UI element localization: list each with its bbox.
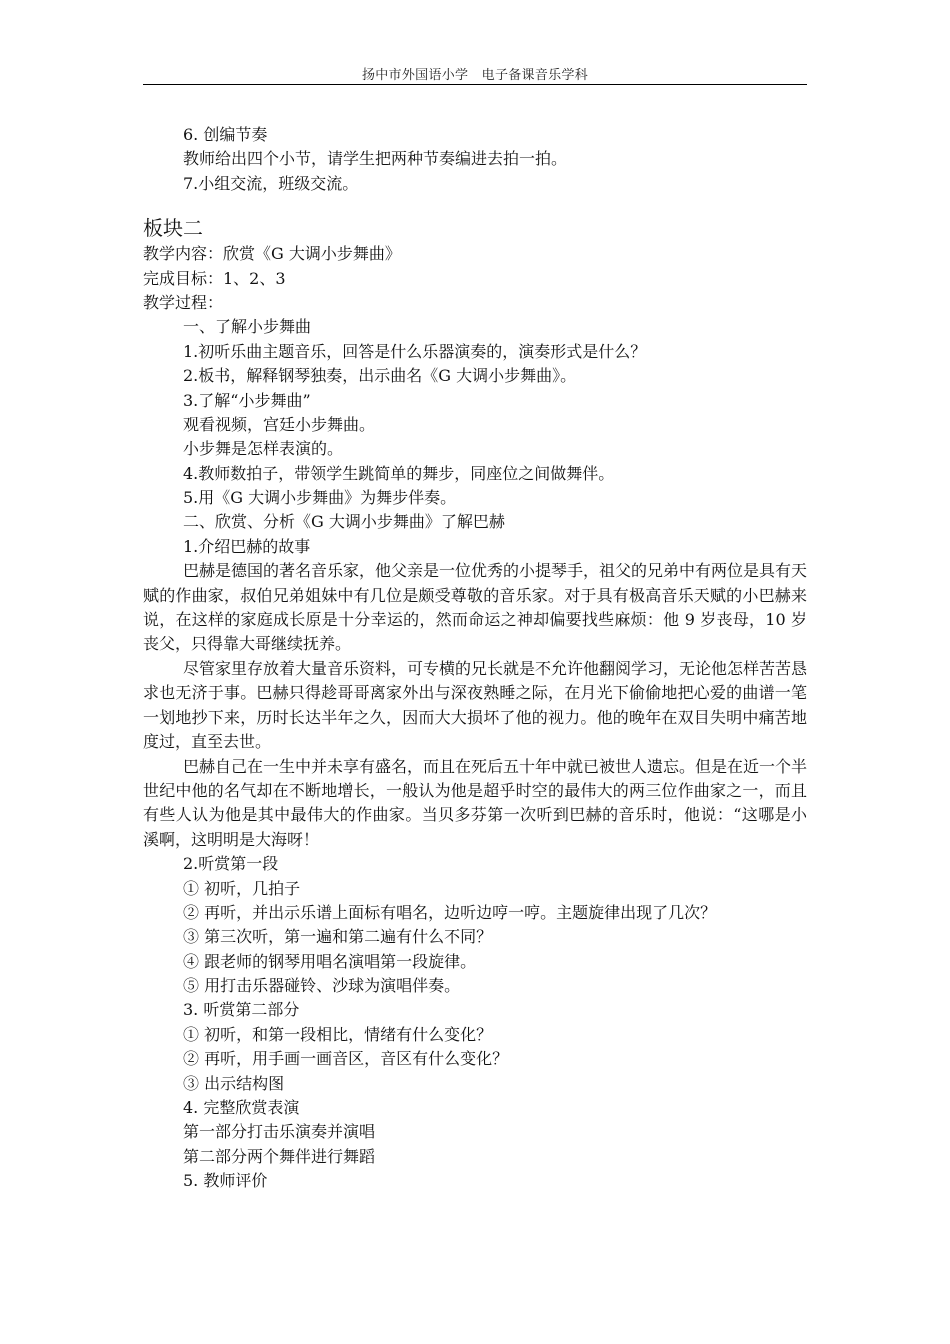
step-7-exchange: 7.小组交流，班级交流。 xyxy=(183,173,359,193)
section-title-block-2: 板块二 xyxy=(143,216,203,241)
step-6-create-rhythm: 6. 创编节奏 xyxy=(183,125,268,144)
teaching-process: 教学过程： xyxy=(143,292,224,312)
list-item: ⑤ 用打击乐器碰铃、沙球为演唱伴奏。 xyxy=(183,976,461,996)
subsection-heading-1: 一、了解小步舞曲 xyxy=(183,317,312,337)
list-item: ② 再听，用手画一画音区，音区有什么变化？ xyxy=(183,1049,509,1069)
list-item: 第一部分打击乐演奏并演唱 xyxy=(183,1122,376,1142)
list-item: ② 再听，并出示乐谱上面标有唱名，边听边哼一哼。主题旋律出现了几次？ xyxy=(183,902,717,922)
bach-paragraph-3: 巴赫自己在一生中并未享有盛名，而且在死后五十年中就已被世人遗忘。但是在近一个半世纪中他的名气却在不断地增长，一般认为他是超乎时空的最伟大的两三位作曲家之一，而且有些人认为他是其中最伟大的作曲家。当贝多芬第一次听到巴赫的音乐时，他说：“这哪是小溪啊，这明明是大海呀！ xyxy=(143,756,808,849)
header-rule xyxy=(143,84,807,85)
list-item: 5.用《G 大调小步舞曲》为舞步伴奏。 xyxy=(183,488,457,508)
list-item: 第二部分两个舞伴进行舞蹈 xyxy=(183,1146,376,1166)
list-item: ① 初听，几拍子 xyxy=(183,878,301,898)
list-item: 4.教师数拍子，带领学生跳简单的舞步，同座位之间做舞伴。 xyxy=(183,463,615,483)
list-item: 3.了解“小步舞曲” xyxy=(183,390,311,410)
list-item: 2.听赏第一段 xyxy=(183,854,279,874)
teaching-content: 教学内容：欣赏《G 大调小步舞曲》 xyxy=(143,244,401,264)
list-item: 小步舞是怎样表演的。 xyxy=(183,439,344,459)
list-item: 5. 教师评价 xyxy=(183,1171,268,1191)
document-body xyxy=(143,123,807,1194)
list-item: ① 初听，和第一段相比，情绪有什么变化？ xyxy=(183,1024,493,1044)
subsection-heading-2: 二、欣赏、分析《G 大调小步舞曲》了解巴赫 xyxy=(183,512,505,532)
list-item: 2.板书，解释钢琴独奏，出示曲名《G 大调小步舞曲》。 xyxy=(183,366,577,386)
list-item: 3. 听赏第二部分 xyxy=(183,1000,300,1020)
step-6-detail: 教师给出四个小节，请学生把两种节奏编进去拍一拍。 xyxy=(183,149,568,169)
list-item: 1.初听乐曲主题音乐，回答是什么乐器演奏的，演奏形式是什么？ xyxy=(183,341,647,361)
list-item: 4. 完整欣赏表演 xyxy=(183,1098,300,1118)
list-item: ③ 第三次听，第一遍和第二遍有什么不同？ xyxy=(183,927,493,947)
list-item: ④ 跟老师的钢琴用唱名演唱第一段旋律。 xyxy=(183,951,477,971)
list-item: 1.介绍巴赫的故事 xyxy=(183,536,311,556)
bach-paragraph-2: 尽管家里存放着大量音乐资料，可专横的兄长就是不允许他翻阅学习，无论他怎样苦苦恳求也无济于事。巴赫只得趁哥哥离家外出与深夜熟睡之际，在月光下偷偷地把心爱的曲谱一笔一划地抄下来，历时长达半年之久，因而大大损坏了他的视力。他的晚年在双目失明中痛苦地度过，直至去世。 xyxy=(143,658,808,752)
list-item: 观看视频，宫廷小步舞曲。 xyxy=(183,414,376,434)
page-header: 扬中市外国语小学 电子备课音乐学科 xyxy=(361,68,589,83)
completion-goal: 完成目标：1、2、3 xyxy=(143,268,286,288)
bach-paragraph-1: 巴赫是德国的著名音乐家，他父亲是一位优秀的小提琴手，祖父的兄弟中有两位是具有天赋的作曲家，叔伯兄弟姐妹中有几位是颇受尊敬的音乐家。对于具有极高音乐天赋的小巴赫来说，在这样的家庭成长原是十分幸运的，然而命运之神却偏要找些麻烦：他 9 岁丧母，10 岁丧父，只得靠大哥继续抚养。 xyxy=(143,561,808,654)
spacer xyxy=(143,196,807,214)
list-item: ③ 出示结构图 xyxy=(183,1073,285,1093)
